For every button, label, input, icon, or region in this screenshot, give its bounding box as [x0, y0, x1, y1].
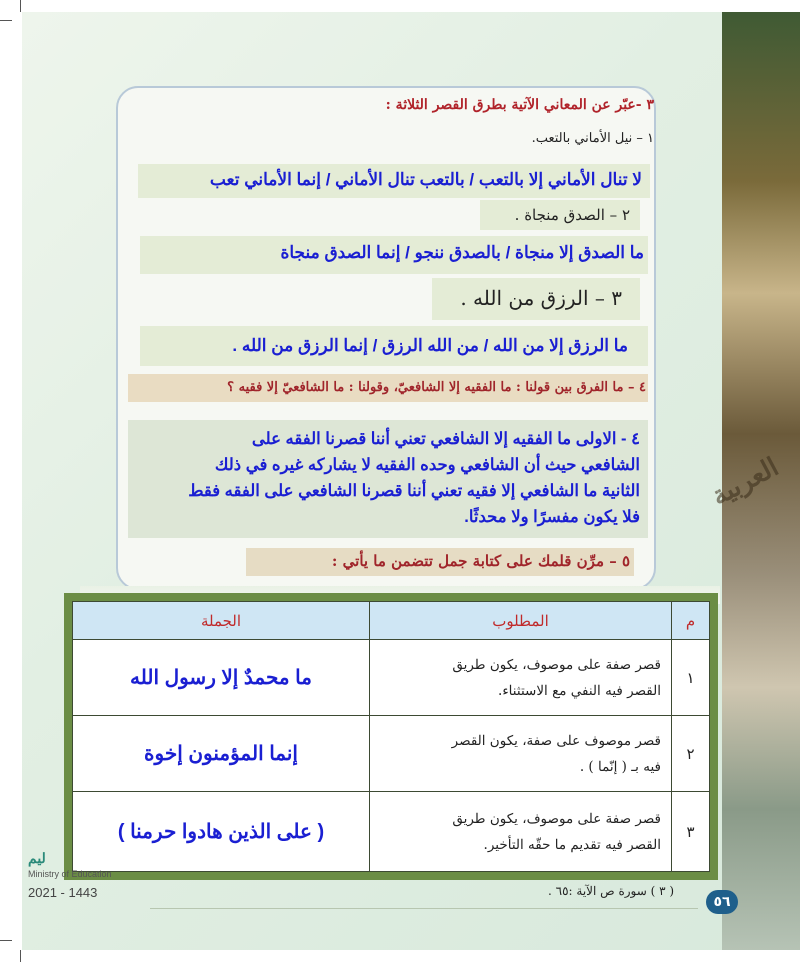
crop-mark — [0, 940, 12, 941]
required-line: قصر صفة على موصوف، يكون طريق — [452, 810, 661, 827]
row-required — [370, 640, 672, 716]
row-sentence: ما محمدٌ إلا رسول الله — [73, 640, 370, 716]
edition-year: 2021 - 1443 — [28, 885, 98, 900]
table-header-row — [73, 602, 710, 640]
row-required — [370, 792, 672, 872]
question-4-title: ٤ – ما الفرق بين قولنا : ما الفقيه إلا الشافعيّ، وقولنا : ما الشافعيّ إلا فقيه ؟ — [227, 380, 646, 395]
answer-3: ما الرزق إلا من الله / من الله الرزق / إنما الرزق من الله . — [232, 336, 628, 355]
crop-mark — [0, 20, 12, 21]
answer-4-line: فلا يكون مفسرًا ولا محدثًا. — [464, 508, 640, 526]
question-5-title: ٥ – مرِّن قلمك على كتابة جمل تتضمن ما يأتي : — [331, 552, 630, 570]
table-row — [73, 792, 710, 872]
required-line: قصر موصوف على صفة، يكون القصر — [451, 732, 661, 749]
table-row — [73, 716, 710, 792]
crop-mark — [20, 950, 21, 962]
answer-4-line: ٤ - الاولى ما الفقيه إلا الشافعي تعني أننا قصرنا الفقه على — [251, 430, 640, 448]
required-line: القصر فيه النفي مع الاستثناء. — [498, 682, 661, 699]
required-line: القصر فيه تقديم ما حقّه التأخير. — [483, 836, 661, 853]
question-3-item-1: ١ – نيل الأماني بالتعب. — [531, 131, 654, 146]
answer-4 — [140, 426, 640, 530]
header-number: م — [672, 602, 710, 640]
required-line: فيه بـ ( إنّما ) . — [579, 758, 661, 775]
footnote: ( ٣ ) سورة ص الآية :٦٥ . — [548, 884, 675, 898]
ministry-name-english: Ministry of Education — [28, 869, 112, 879]
header-sentence: الجملة — [73, 602, 370, 640]
page-number-badge: ٥٦ — [706, 890, 738, 914]
required-line: قصر صفة على موصوف، يكون طريق — [452, 656, 661, 673]
decorative-strip-text: العربية — [706, 452, 784, 512]
table-row — [73, 640, 710, 716]
row-number: ٢ — [672, 716, 710, 792]
question-3-item-2: ٢ – الصدق منجاة . — [514, 206, 630, 224]
exercise-table — [72, 601, 710, 872]
row-sentence: إنما المؤمنون إخوة — [73, 716, 370, 792]
answer-2: ما الصدق إلا منجاة / بالصدق ننجو / إنما الصدق منجاة — [280, 243, 644, 262]
answer-4-line: الثانية ما الشافعي إلا فقيه تعني أننا قصرنا الشافعي على الفقه فقط — [188, 482, 640, 500]
row-number: ٣ — [672, 792, 710, 872]
question-3-item-3: ٣ – الرزق من الله . — [460, 286, 622, 310]
header-required: المطلوب — [370, 602, 672, 640]
row-sentence: ( على الذين هادوا حرمنا ) — [73, 792, 370, 872]
answer-1: لا تنال الأماني إلا بالتعب / بالتعب تنال الأماني / إنما الأماني تعب — [209, 170, 642, 189]
ministry-logo — [28, 850, 112, 900]
crop-mark — [20, 0, 21, 12]
footer-divider — [150, 908, 698, 909]
answer-4-line: الشافعي حيث أن الشافعي وحده الفقيه لا يشاركه غيره في ذلك — [214, 456, 640, 474]
row-required — [370, 716, 672, 792]
ministry-name-arabic: ليم — [28, 850, 46, 866]
row-number: ١ — [672, 640, 710, 716]
question-3-title: ٣ -عبّر عن المعاني الآتية بطرق القصر الثلاثة : — [385, 97, 654, 113]
